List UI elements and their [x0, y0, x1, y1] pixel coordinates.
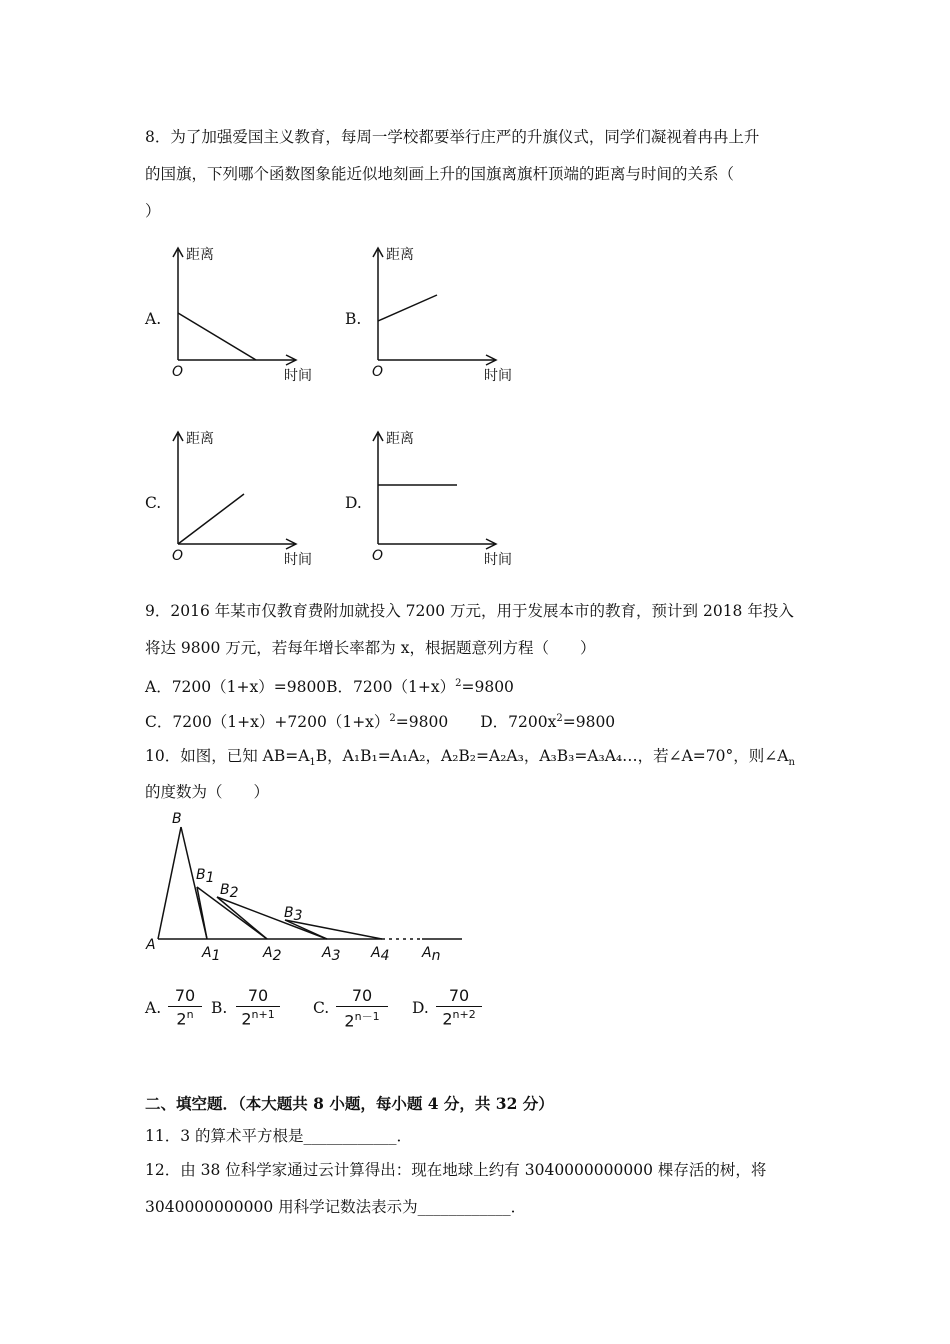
- q8-option-b-label: B.: [345, 310, 362, 328]
- section-2-title: 二、填空题．（本大题共 8 小题，每小题 4 分，共 32 分）: [145, 1094, 554, 1113]
- q10-point-b3: B3: [284, 905, 303, 924]
- q10-point-a1: A1: [202, 945, 221, 964]
- q10-point-b1: B1: [196, 867, 215, 886]
- q8-c-origin: O: [172, 548, 184, 564]
- q8-b-axis-y-label: 距离: [386, 247, 414, 263]
- q12-line-1: 12．由 38 位科学家通过云计算得出：现在地球上约有 3040000000000 棵存活的树，将: [145, 1161, 767, 1179]
- q11-text: 11．3 的算术平方根是____________．: [145, 1127, 413, 1145]
- q8-b-origin: O: [372, 364, 384, 380]
- q8-graph-d: [360, 424, 530, 574]
- q8-d-axis-y-label: 距离: [386, 431, 414, 447]
- q8-b-axis-x-label: 时间: [484, 368, 512, 384]
- q8-line-1: 8．为了加强爱国主义教育，每周一学校都要举行庄严的升旗仪式，同学们凝视着冉冉上升: [145, 128, 760, 146]
- q10-choice-b-fraction: 70 $2^{n+1}$: [236, 986, 280, 1028]
- q10-choice-d-fraction: 70 $2^{n+2}$: [436, 986, 482, 1028]
- q8-d-axis-x-label: 时间: [484, 552, 512, 568]
- q10-choice-a-fraction: 70 2$^n$: [168, 986, 202, 1028]
- q8-option-a-label: A.: [145, 310, 162, 328]
- q9-option-d: D．$7200x^2=9800$: [480, 713, 616, 732]
- q8-line-2: 的国旗，下列哪个函数图象能近似地刻画上升的国旗离旗杆顶端的距离与时间的关系（: [145, 165, 735, 183]
- q10-line-2: 的度数为（ ）: [145, 783, 270, 801]
- q10-point-b: B: [172, 811, 182, 827]
- q10-choice-b-label: B.: [211, 999, 228, 1017]
- q9-option-c: C．$7200(1+x)+7200(1+x)^2=9800$: [145, 713, 449, 732]
- q8-graph-b: [360, 240, 530, 390]
- q8-d-origin: O: [372, 548, 384, 564]
- q9-option-b: B．$7200(1+x)^2=9800$: [326, 678, 514, 697]
- q8-a-axis-x-label: 时间: [284, 368, 312, 384]
- q8-option-c-label: C.: [145, 494, 162, 512]
- q12-line-2: 3040000000000 用科学记数法表示为____________．: [145, 1198, 527, 1216]
- q10-point-a4: A4: [371, 945, 390, 964]
- q9-line-1: 9．2016 年某市仅教育费附加就投入 7200 万元，用于发展本市的教育，预计到 2018 年投入: [145, 602, 794, 620]
- q8-line-3: ）: [145, 202, 161, 220]
- q8-option-d-label: D.: [345, 494, 362, 512]
- q9-line-2: 将达 9800 万元，若每年增长率都为 x，根据题意列方程（ ）: [145, 639, 596, 657]
- q10-point-an: An: [422, 945, 441, 964]
- q9-options-ab: [145, 674, 514, 697]
- q8-c-axis-x-label: 时间: [284, 552, 312, 568]
- q8-graph-a: [160, 240, 330, 390]
- q10-choice-a-label: A.: [145, 999, 162, 1017]
- q10-line-1: 10．如图，已知 $AB=A_1B$，A₁B₁=A₁A₂，A₂B₂=A₂A₃，A₃B₃=A₃A₄…，若∠A=70°，则$\angle A_n$: [145, 747, 795, 769]
- q8-graph-c: [160, 424, 330, 574]
- q9-option-a: A．7200（1+x）=9800: [145, 678, 327, 697]
- q10-point-a3: A3: [322, 945, 341, 964]
- q10-choice-c-fraction: 70 $2^{n-1}$: [336, 986, 388, 1030]
- q8-a-origin: O: [172, 364, 184, 380]
- q9-options-cd: [145, 709, 615, 732]
- q10-figure: [140, 805, 480, 975]
- q10-choice-d-label: D.: [412, 999, 429, 1017]
- q8-a-axis-y-label: 距离: [186, 247, 214, 263]
- q10-point-a: A: [146, 937, 156, 953]
- q10-point-b2: B2: [220, 882, 239, 901]
- q8-c-axis-y-label: 距离: [186, 431, 214, 447]
- q10-choice-c-label: C.: [313, 999, 330, 1017]
- q10-point-a2: A2: [263, 945, 282, 964]
